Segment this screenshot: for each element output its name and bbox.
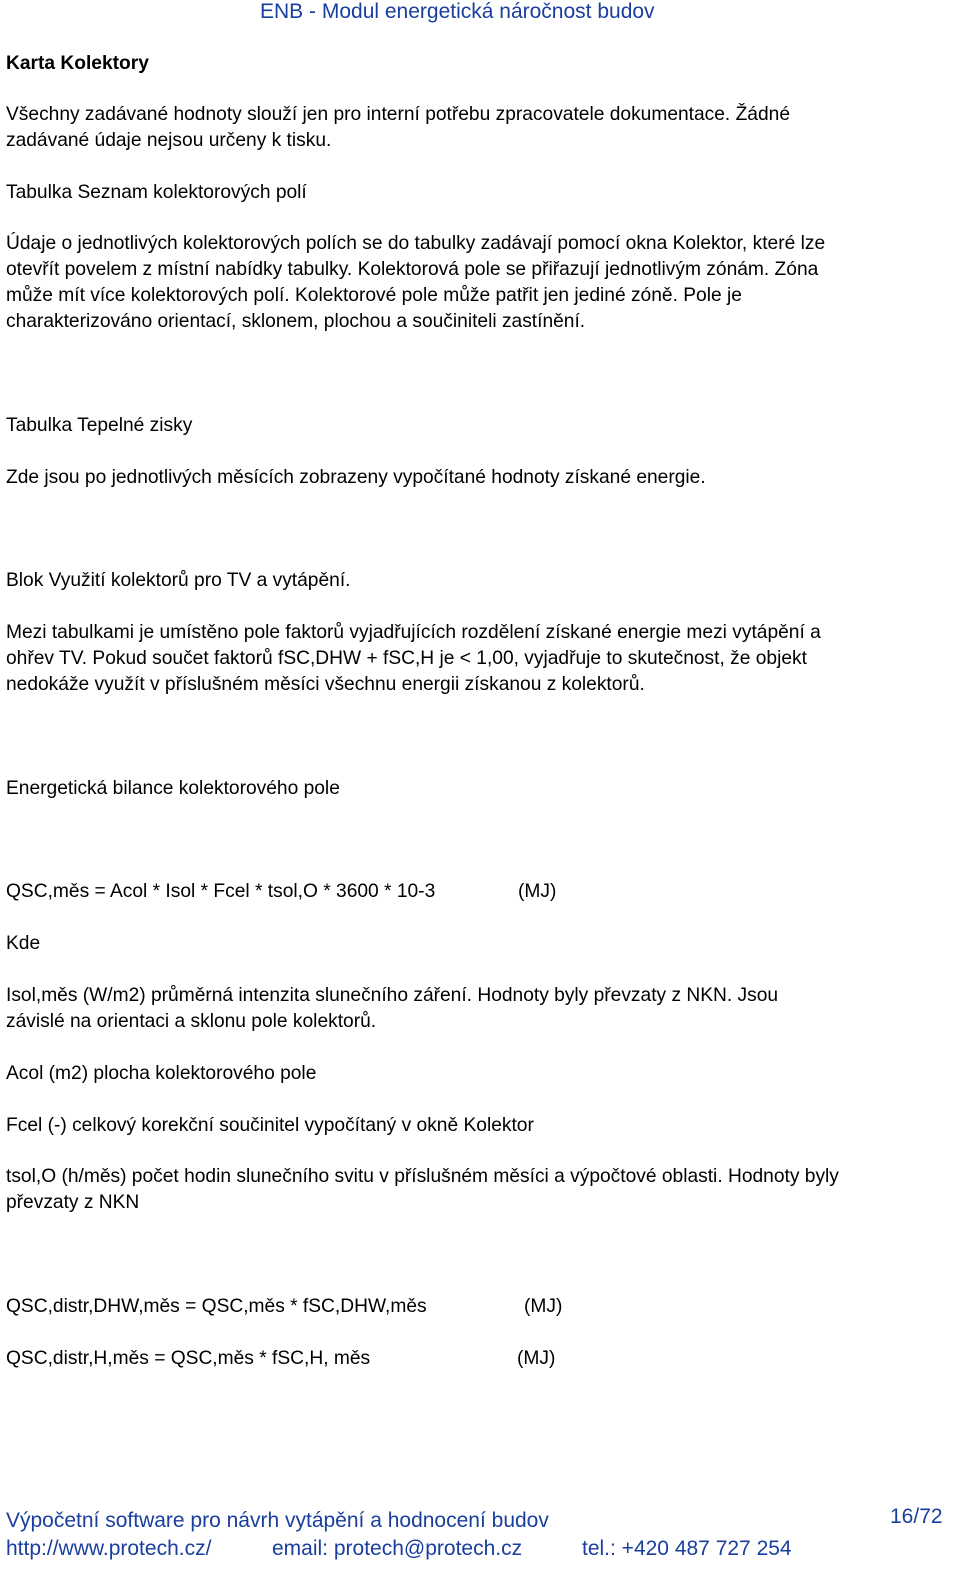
seznam-heading: Tabulka Seznam kolektorových polí bbox=[6, 182, 307, 203]
footer-phone: tel.: +420 487 727 254 bbox=[582, 1537, 792, 1560]
page-number: 16/72 bbox=[890, 1505, 943, 1528]
bilance-heading: Energetická bilance kolektorového pole bbox=[6, 778, 340, 799]
tsol-definition-line-2: převzaty z NKN bbox=[6, 1192, 140, 1213]
section-title: Karta Kolektory bbox=[6, 53, 149, 74]
tsol-definition-line-1: tsol,O (h/měs) počet hodin slunečního svitu v příslušném měsíci a výpočtové oblasti. Hodnoty byly bbox=[6, 1166, 839, 1187]
document-header-title: ENB - Modul energetická náročnost budov bbox=[260, 0, 655, 23]
formula-qsc: QSC,měs = Acol * Isol * Fcel * tsol,O * 3600 * 10-3 bbox=[6, 881, 436, 902]
zisky-heading: Tabulka Tepelné zisky bbox=[6, 415, 193, 436]
seznam-line-3: může mít více kolektorových polí. Kolektorové pole může patřit jen jediné zóně. Pole je bbox=[6, 285, 742, 306]
isol-definition-line-1: Isol,měs (W/m2) průměrná intenzita slunečního záření. Hodnoty byly převzaty z NKN. Jsou bbox=[6, 985, 779, 1006]
formula-qsc-distr-dhw-unit: (MJ) bbox=[524, 1296, 563, 1317]
footer-url-link[interactable]: http://www.protech.cz/ bbox=[6, 1537, 212, 1560]
intro-line-1: Všechny zadávané hodnoty slouží jen pro interní potřebu zpracovatele dokumentace. Žádné bbox=[6, 104, 790, 125]
isol-definition-line-2: závislé na orientaci a sklonu pole kolektorů. bbox=[6, 1011, 377, 1032]
seznam-line-1: Údaje o jednotlivých kolektorových polích se do tabulky zadávají pomocí okna Kolektor, které lze bbox=[6, 233, 826, 254]
vyuziti-line-1: Mezi tabulkami je umístěno pole faktorů vyjadřujících rozdělení získané energie mezi vytápění a bbox=[6, 622, 821, 643]
seznam-line-4: charakterizováno orientací, sklonem, plochou a součiniteli zastínění. bbox=[6, 311, 586, 332]
zisky-line-1: Zde jsou po jednotlivých měsících zobrazeny vypočítané hodnoty získané energie. bbox=[6, 467, 706, 488]
vyuziti-line-2: ohřev TV. Pokud součet faktorů fSC,DHW + fSC,H je < 1,00, vyjadřuje to skutečnost, že objekt bbox=[6, 648, 807, 669]
formula-qsc-distr-h: QSC,distr,H,měs = QSC,měs * fSC,H, měs bbox=[6, 1348, 371, 1369]
kde-label: Kde bbox=[6, 933, 41, 954]
seznam-line-2: otevřít povelem z místní nabídky tabulky. Kolektorová pole se přiřazují jednotlivým zónám. Zóna bbox=[6, 259, 819, 280]
acol-definition: Acol (m2) plocha kolektorového pole bbox=[6, 1063, 317, 1084]
footer-email-link[interactable]: email: protech@protech.cz bbox=[272, 1537, 523, 1560]
intro-line-2: zadávané údaje nejsou určeny k tisku. bbox=[6, 130, 332, 151]
formula-qsc-distr-h-unit: (MJ) bbox=[517, 1348, 556, 1369]
vyuziti-heading: Blok Využití kolektorů pro TV a vytápění. bbox=[6, 570, 351, 591]
vyuziti-line-3: nedokáže využít v příslušném měsíci všechnu energii získanou z kolektorů. bbox=[6, 674, 645, 695]
formula-qsc-unit: (MJ) bbox=[518, 881, 557, 902]
footer-title: Výpočetní software pro návrh vytápění a hodnocení budov bbox=[6, 1509, 549, 1532]
fcel-definition: Fcel (-) celkový korekční součinitel vypočítaný v okně Kolektor bbox=[6, 1115, 534, 1136]
formula-qsc-distr-dhw: QSC,distr,DHW,měs = QSC,měs * fSC,DHW,měs bbox=[6, 1296, 427, 1317]
